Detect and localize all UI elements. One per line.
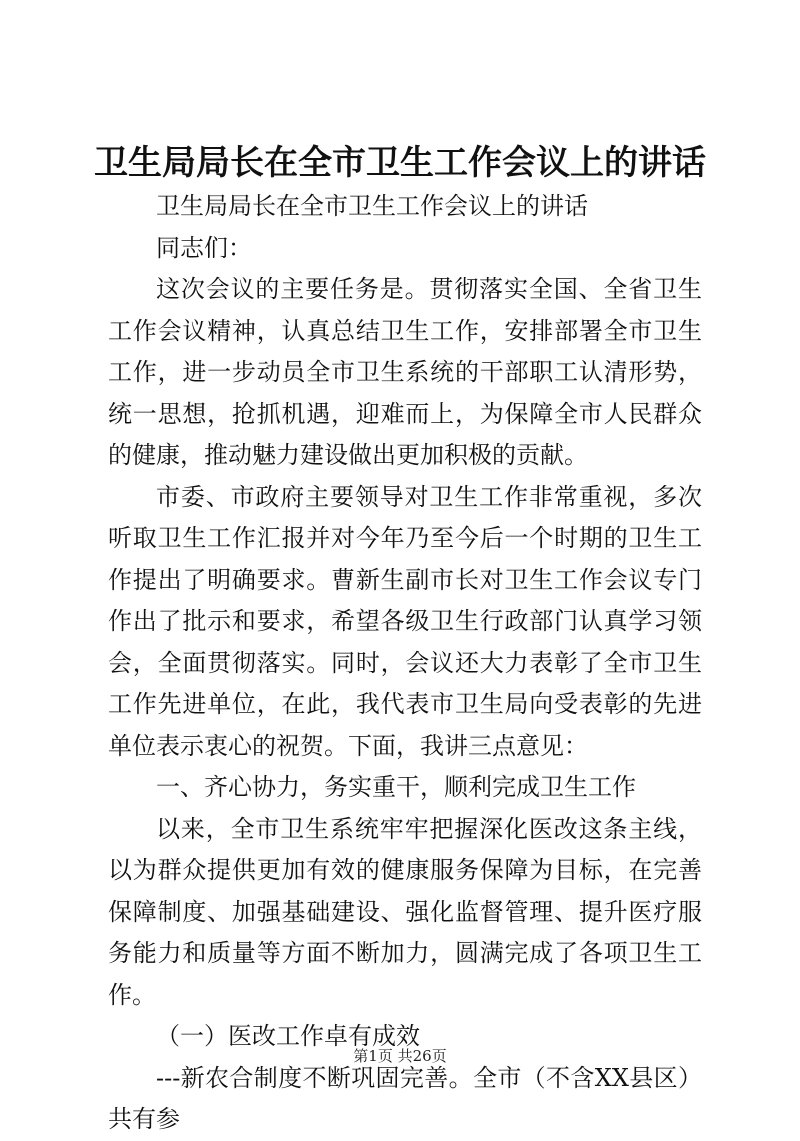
document-body: [108, 186, 702, 1141]
section-heading: 一、齐心协力，务实重干，顺利完成卫生工作: [156, 773, 636, 801]
paragraph: 市委、市政府主要领导对卫生工作非常重视，多次听取卫生工作汇报并对今年乃至今后一个时期的卫生工作提出了明确要求。曹新生副市长对卫生工作会议专门作出了批示和要求，希望各级卫生行政部门认真学习领会，全面贯彻落实。同时，会议还大力表彰了全市卫生工作先进单位，在此，我代表市卫生局向受表彰的先进单位表示衷心的祝贺。下面，我讲三点意见：: [108, 482, 702, 760]
paragraph: 以来，全市卫生系统牢牢把握深化医改这条主线，以为群众提供更加有效的健康服务保障为目标，在完善保障制度、加强基础建设、强化监督管理、提升医疗服务能力和质量等方面不断加力，圆满完成了各项卫生工作。: [108, 814, 702, 1009]
paragraph: ---新农合制度不断巩固完善。全市（不含XX县区）共有参: [108, 1063, 702, 1133]
paragraph: 这次会议的主要任务是。贯彻落实全国、全省卫生工作会议精神，认真总结卫生工作，安排部署全市卫生工作，进一步动员全市卫生系统的干部职工认清形势，统一思想，抢抓机遇，迎难而上，为保障全市人民群众的健康，推动魅力建设做出更加积极的贡献。: [108, 275, 702, 469]
paragraph-subtitle: 卫生局局长在全市卫生工作会议上的讲话: [156, 192, 588, 220]
subsection-heading: （一）医改工作卓有成效: [156, 1022, 420, 1050]
paragraph-salutation: 同志们：: [156, 233, 252, 262]
document-title: 卫生局局长在全市卫生工作会议上的讲话: [94, 143, 706, 183]
page-footer: 第1页 共26页: [353, 1047, 447, 1065]
